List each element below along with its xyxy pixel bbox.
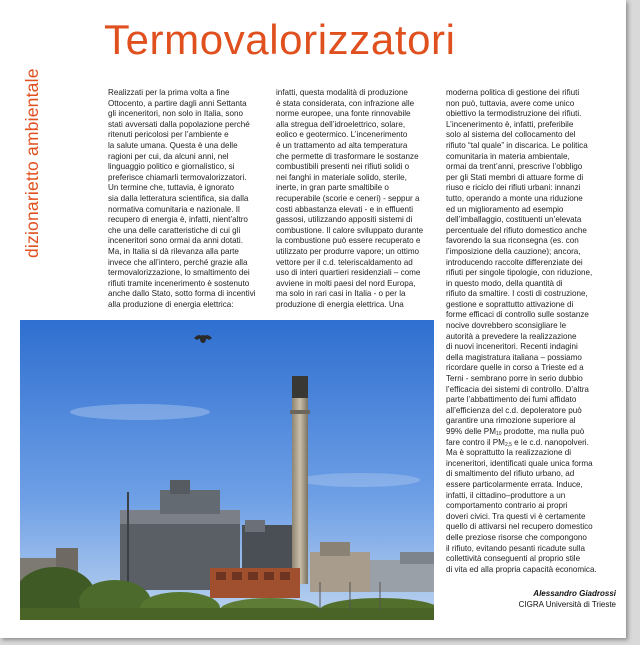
text-line: rifiuti per singole tipologie, con riduzione, bbox=[446, 268, 593, 278]
text-line: sia dalla letteratura scientifica, sia dalla bbox=[108, 193, 249, 203]
text-line: di smaltimento del rifiuto urbano, ad bbox=[446, 469, 575, 479]
text-line: favorendo la sua riconsegna (es. con bbox=[446, 236, 579, 246]
section-label: dizionarietto ambientale bbox=[22, 68, 42, 258]
text-line: nei fanghi in materiale solido, sterile, bbox=[276, 172, 407, 182]
text-line: percentuale del rifiuto domestico anche bbox=[446, 225, 587, 235]
text-line: fare contro il $PM_{2,5}$ e le c.d. nanopolveri. bbox=[446, 437, 589, 448]
text-line: il rifiuto, evitando pesanti ricadute sulla bbox=[446, 543, 586, 553]
text-line: rifiuti tramite incenerimento è sostenuto bbox=[108, 278, 250, 288]
text-line: normativa comunitaria e nazionale. Il bbox=[108, 204, 240, 214]
text-line: combustibili presenti nei rifiuti solidi o bbox=[276, 162, 410, 172]
text-line: la combustione può essere recuperato e bbox=[276, 236, 421, 246]
text-line: comunitaria in materia ambientale, bbox=[446, 151, 570, 161]
text-column-3 bbox=[446, 88, 616, 575]
text-line: delle preziose risorse che compongono bbox=[446, 532, 587, 542]
text-line: Ma, in Italia si dà rilevanza alla parte bbox=[108, 246, 239, 256]
text-line: ritenuti pericolosi per l’ambiente e bbox=[108, 130, 229, 140]
text-line: combustione. Il calore sviluppato durante bbox=[276, 225, 424, 235]
text-line: ragioni per cui, da alcuni anni, nel bbox=[108, 151, 229, 161]
text-line: nocive dovrebbero sconsigliare le bbox=[446, 321, 567, 331]
text-line: eolico e geotermico. L’incenerimento bbox=[276, 130, 408, 140]
text-line: all’efficienza del c.d. depoleratore può bbox=[446, 405, 582, 415]
text-line: Terni - sembrano porre in serio dubbio bbox=[446, 374, 583, 384]
text-line: gassosi, utilizzando appositi sistemi di bbox=[276, 215, 413, 225]
text-line: vettore per il c.d. teleriscaldamento ad bbox=[276, 257, 413, 267]
text-line: produzione di energia elettrica. Una bbox=[276, 299, 404, 309]
text-line: tutto, operando a monte una riduzione bbox=[446, 193, 583, 203]
text-line: della magistratura italiana – possiamo bbox=[446, 352, 582, 362]
text-line: norme europee, una fonte rinnovabile bbox=[276, 109, 411, 119]
text-line: inceneritori sono ormai da anni dotati. bbox=[108, 236, 243, 246]
text-line: alla produzione di energia elettrica: bbox=[108, 299, 234, 309]
text-line: introducendo raccolte differenziate dei bbox=[446, 257, 583, 267]
incinerator-photo bbox=[20, 320, 434, 620]
text-line: Ma è soprattutto la realizzazione di bbox=[446, 448, 572, 458]
text-line: uso di interi quartieri residenziali – come bbox=[276, 268, 421, 278]
text-line: linguaggio politico e giornalistico, si bbox=[108, 162, 235, 172]
text-line: è stata considerata, con infrazione alle bbox=[276, 98, 415, 108]
text-line: comportamento contrario ai propri bbox=[446, 501, 568, 511]
text-line: è un trattamento ad alta temperatura bbox=[276, 140, 408, 150]
text-line: ed un miglioramento ad esempio bbox=[446, 204, 564, 214]
text-line: l’imposizione della cauzione); ancora, bbox=[446, 246, 581, 256]
author-name: Alessandro Giadrossi bbox=[533, 589, 616, 598]
text-line: garantire una rimozione superiore al bbox=[446, 416, 576, 426]
text-line: costi abbastanza elevati - e in effluenti bbox=[276, 204, 414, 214]
text-line: rifiuto “tal quale” in discarica. Le politica bbox=[446, 140, 588, 150]
text-line: rifiuto da smaltire. I costi di costruzione, bbox=[446, 289, 588, 299]
text-line: termovalorizzazione, lo smaltimento dei bbox=[108, 268, 250, 278]
text-line: infatti, il cittadino–produttore a un bbox=[446, 490, 566, 500]
text-line: di vita ed alla propria capacità economica. bbox=[446, 564, 597, 574]
text-line: autorità a prevedere la realizzazione bbox=[446, 331, 577, 341]
text-line: ormai da trent’anni, prescrive l’obbligo bbox=[446, 162, 583, 172]
text-line: essere particolarmente errata. Induce, bbox=[446, 479, 583, 489]
text-line: Un termine che, tuttavia, è ignorato bbox=[108, 183, 234, 193]
text-line: alla stregua dell’idroelettrico, solare, bbox=[276, 119, 406, 129]
author-affiliation: CIGRA Università di Trieste bbox=[518, 600, 616, 609]
text-line: gestione e soprattutto attivazione di bbox=[446, 299, 574, 309]
text-line: parte l’abbattimento dei fumi affidato bbox=[446, 395, 577, 405]
text-line: moderna politica di gestione dei rifiuti bbox=[446, 88, 580, 97]
text-line: Realizzati per la prima volta a fine bbox=[108, 88, 230, 97]
text-line: inerte, in gran parte smaltibile o bbox=[276, 183, 389, 193]
text-line: stati avversati dalla popolazione perché bbox=[108, 119, 250, 129]
text-line: L’incenerimento è, infatti, preferibile bbox=[446, 119, 574, 129]
text-line: l’efficacia dei sistemi di controllo. D’altra bbox=[446, 384, 589, 394]
text-line: Ottocento, a partire dagli anni Settanta bbox=[108, 98, 247, 108]
text-line: infatti, questa modalità di produzione bbox=[276, 88, 408, 97]
text-line: 99% delle $PM_{10}$ prodotte, ma nulla può bbox=[446, 427, 585, 437]
text-line: la salute umana. Questa è una delle bbox=[108, 140, 238, 150]
text-line: doveri civici. Tra questi vi è certamente bbox=[446, 511, 586, 521]
text-column-2 bbox=[276, 88, 436, 310]
text-line: ricordare quelle in corso a Trieste ed a bbox=[446, 363, 584, 373]
text-line: forme efficaci di controllo sulle sostanze bbox=[446, 310, 589, 320]
text-line: inceneritori, identificati quale unica forma bbox=[446, 458, 593, 468]
author-block bbox=[446, 588, 616, 610]
text-column-1 bbox=[108, 88, 268, 310]
text-line: che una delle caratteristiche di cui gli bbox=[108, 225, 241, 235]
text-line: avviene in molti paesi del nord Europa, bbox=[276, 278, 416, 288]
text-line: non può, tuttavia, avere come unico bbox=[446, 98, 575, 108]
text-line: dell’imballaggio, costituenti un’elevata bbox=[446, 215, 582, 225]
text-line: invece che all’intero, perché grazie alla bbox=[108, 257, 248, 267]
text-line: quello di attivarsi nel recupero domestico bbox=[446, 522, 593, 532]
page-title: Termovalorizzatori bbox=[104, 16, 456, 63]
text-line: collettività conseguenti al proprio stile bbox=[446, 554, 581, 564]
text-line: anche dallo Stato, sotto forma di incentivi bbox=[108, 289, 256, 299]
text-line: per gli Stati membri di attuare forme di bbox=[446, 172, 584, 182]
text-line: recupero di energia è, infatti, nient’altro bbox=[108, 215, 248, 225]
text-line: utilizzato per produrre vapore; un ottimo bbox=[276, 246, 420, 256]
text-line: di nuovi inceneritori. Recenti indagini bbox=[446, 342, 578, 352]
text-line: recuperabile (scorie e ceneri) - seppur a bbox=[276, 193, 420, 203]
text-line: solo al sistema del collocamento del bbox=[446, 130, 576, 140]
text-line: gli inceneritori, non solo in Italia, sono bbox=[108, 109, 243, 119]
text-line: che permette di trasformare le sostanze bbox=[276, 151, 419, 161]
text-line: in questo modo, della quantità di bbox=[446, 278, 563, 288]
text-line: riuso e riciclo dei rifiuti urbani: innanzi bbox=[446, 183, 581, 193]
text-line: ma solo in rari casi in Italia - o per la bbox=[276, 289, 406, 299]
text-line: preferisce chiamarli termovalorizzatori. bbox=[108, 172, 247, 182]
text-line: obiettivo la termodistruzione dei rifiuti. bbox=[446, 109, 582, 119]
